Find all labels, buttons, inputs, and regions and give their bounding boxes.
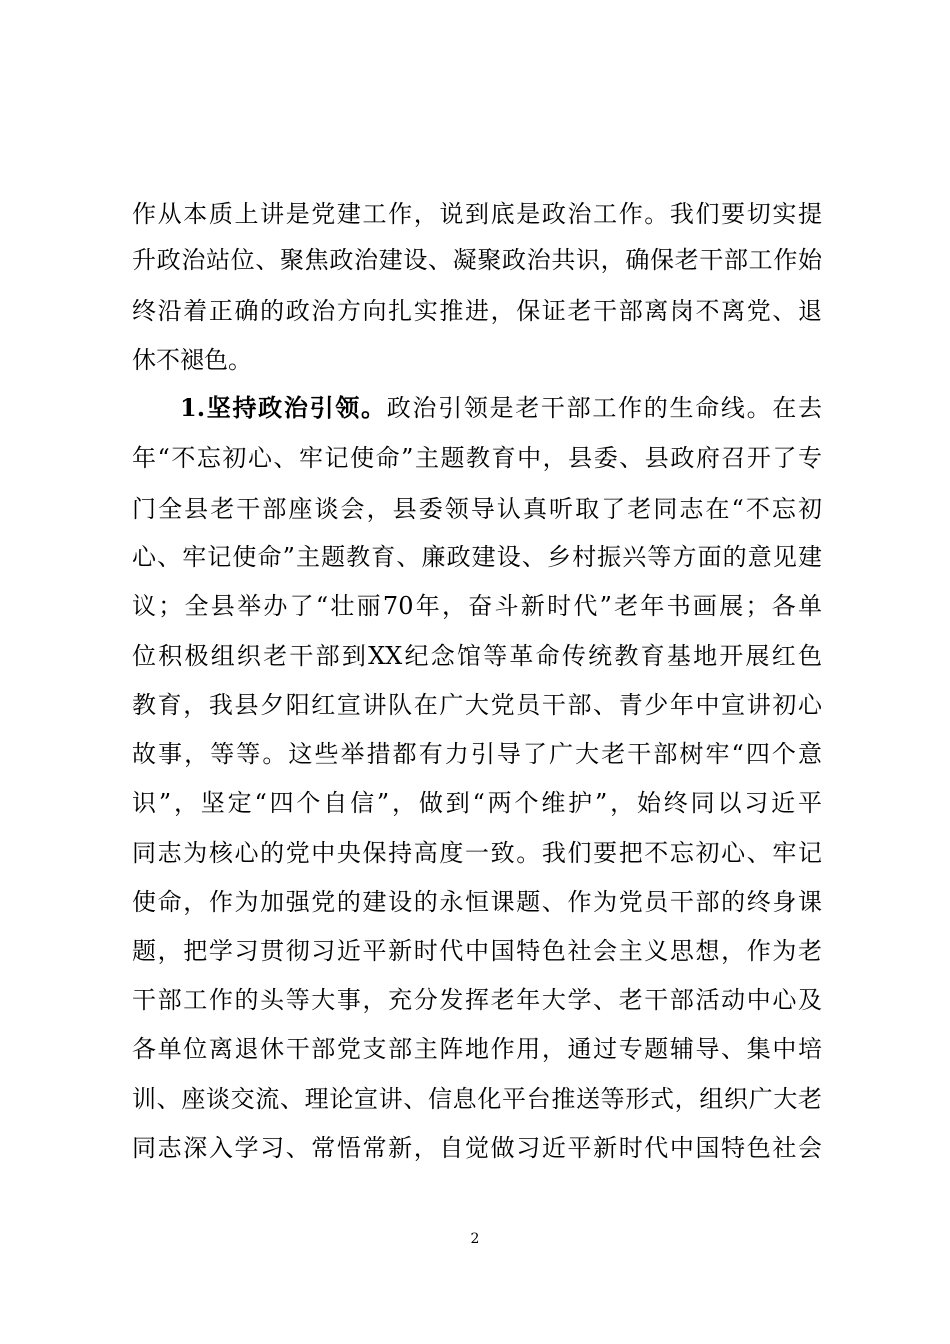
body-text-line: 门全县老干部座谈会，县委领导认真听取了老同志在“不忘初: [132, 495, 822, 523]
body-text-line: 同志为核心的党中央保持高度一致。我们要把不忘初心、牢记: [132, 839, 822, 867]
body-text-line: 终沿着正确的政治方向扎实推进，保证老干部离岗不离党、退: [132, 297, 822, 325]
section-heading: 1.坚持政治引领。: [180, 393, 387, 422]
body-text-line: 使命，作为加强党的建设的永恒课题、作为党员干部的终身课: [132, 888, 822, 916]
body-text-line: 议；全县举办了“壮丽70年，奋斗新时代”老年书画展；各单: [132, 592, 822, 620]
page-number: 2: [470, 1231, 480, 1247]
body-text-line: 休不褪色。: [132, 346, 252, 374]
body-text-line: 升政治站位、聚焦政治建设、凝聚政治共识，确保老干部工作始: [132, 246, 822, 274]
body-text-line: 识”，坚定“四个自信”，做到“两个维护”，始终同以习近平: [132, 789, 822, 817]
body-text-line: 心、牢记使命”主题教育、廉政建设、乡村振兴等方面的意见建: [132, 543, 822, 571]
section-heading-line: [180, 393, 822, 423]
body-text-line: 题，把学习贯彻习近平新时代中国特色社会主义思想，作为老: [132, 937, 822, 965]
body-text-line: 故事，等等。这些举措都有力引导了广大老干部树牢“四个意: [132, 740, 822, 768]
body-text-line: 年“不忘初心、牢记使命”主题教育中，县委、县政府召开了专: [132, 444, 822, 472]
body-text-line: 各单位离退休干部党支部主阵地作用，通过专题辅导、集中培: [132, 1035, 822, 1063]
body-text: 政治引领是老干部工作的生命线。在去: [386, 394, 822, 422]
body-text-line: 作从本质上讲是党建工作，说到底是政治工作。我们要切实提: [132, 200, 822, 228]
body-text-line: 位积极组织老干部到XX纪念馆等革命传统教育基地开展红色: [132, 642, 822, 670]
body-text-line: 干部工作的头等大事，充分发挥老年大学、老干部活动中心及: [132, 986, 822, 1014]
body-text-line: 教育，我县夕阳红宣讲队在广大党员干部、青少年中宣讲初心: [132, 691, 822, 719]
body-text-line: 训、座谈交流、理论宣讲、信息化平台推送等形式，组织广大老: [132, 1085, 822, 1113]
body-text-line: 同志深入学习、常悟常新，自觉做习近平新时代中国特色社会: [132, 1134, 822, 1162]
